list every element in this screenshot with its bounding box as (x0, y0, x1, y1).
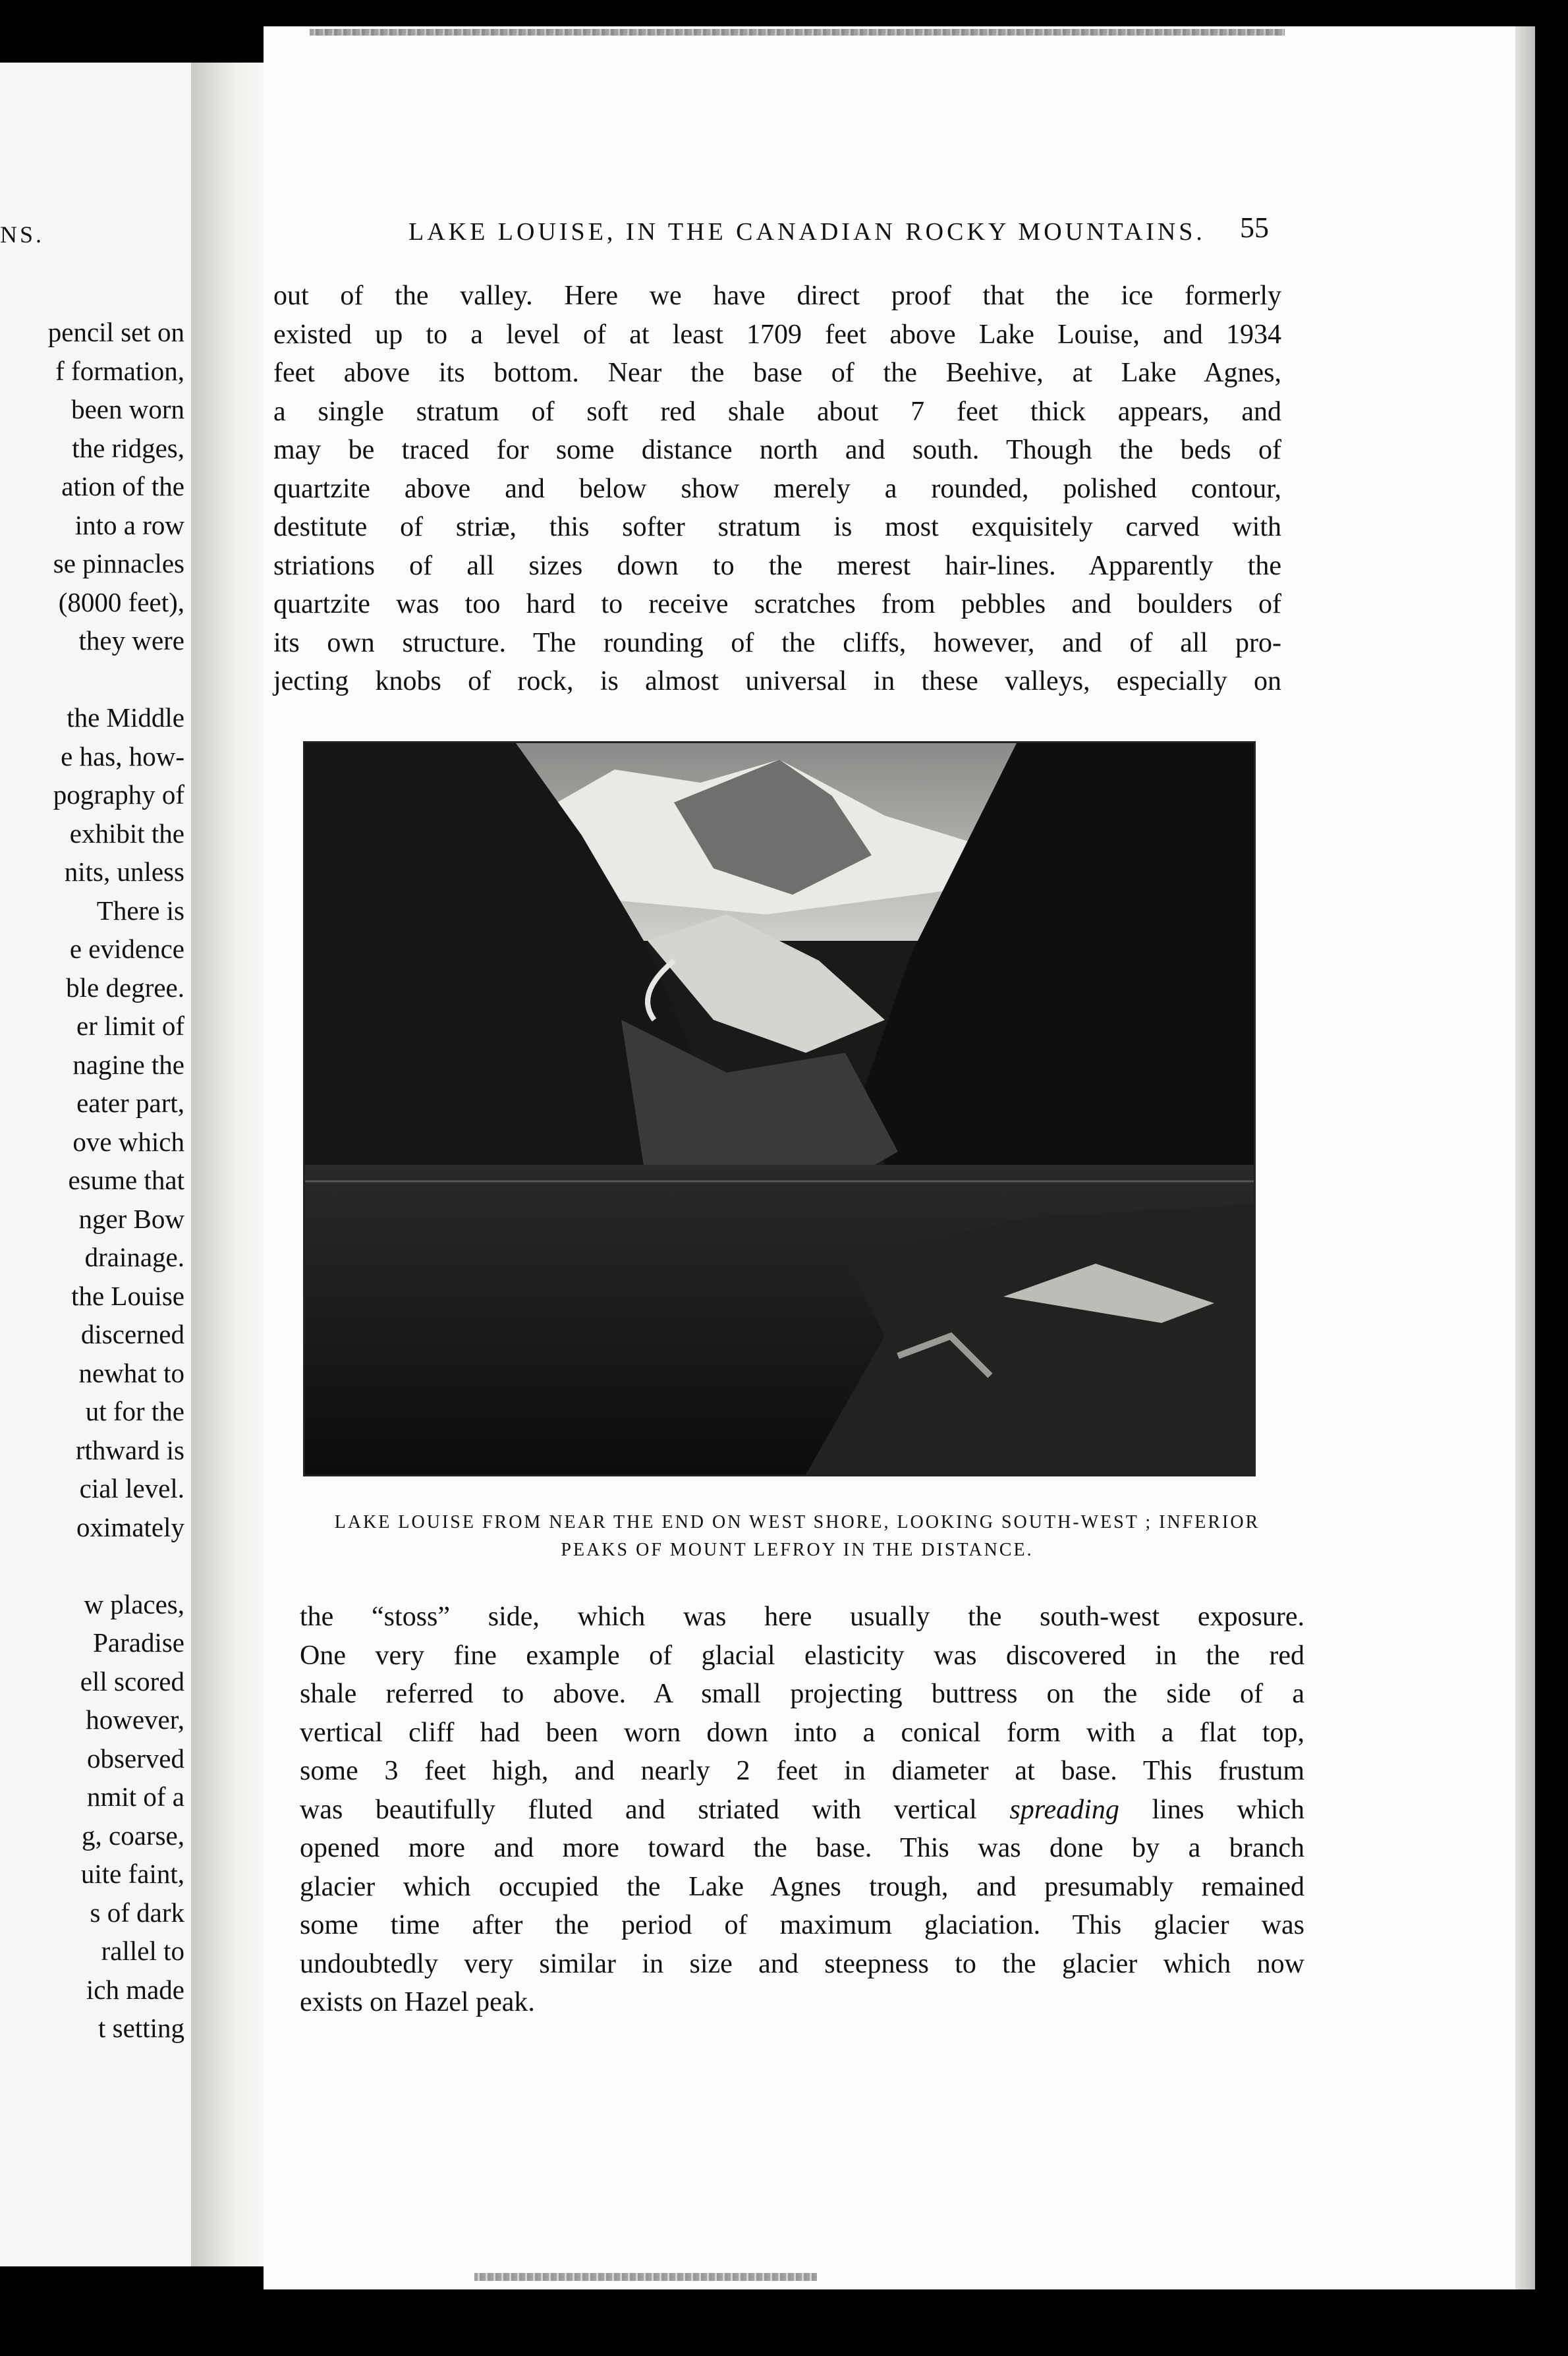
lake-mountain-photo (305, 743, 1254, 1474)
running-head: LAKE LOUISE, IN THE CANADIAN ROCKY MOUNTAINS. (408, 218, 1206, 246)
text-line: out of the valley. Here we have direct proof that the ice formerly (273, 281, 1281, 311)
italic-word: spreading (1009, 1794, 1119, 1825)
left-page-line: ble degree. (66, 972, 184, 1003)
text-line: glacier which occupied the Lake Agnes trough, and presumably remained (300, 1871, 1304, 1902)
left-page-line: nmit of a (86, 1781, 184, 1812)
text-line: One very fine example of glacial elasticity was discovered in the red (300, 1640, 1304, 1671)
left-page-line: (8000 feet), (58, 586, 184, 617)
text-line: existed up to a level of at least 1709 feet above Lake Louise, and 1934 (273, 319, 1281, 350)
left-page-line: s of dark (90, 1897, 184, 1928)
left-page-line: into a row (74, 509, 184, 540)
left-page-line: newhat to (78, 1357, 184, 1388)
left-page-text (0, 313, 184, 2048)
left-page-line: ut for the (85, 1396, 184, 1426)
text-line: undoubtedly very similar in size and steepness to the glacier which now (300, 1948, 1304, 1979)
left-page-line: discerned (80, 1319, 184, 1349)
text-line: feet above its bottom. Near the base of the Beehive, at Lake Agnes, (273, 358, 1281, 388)
figure-caption (310, 1509, 1285, 1564)
text-line: vertical cliff had been worn down into a conical form with a flat top, (300, 1717, 1304, 1748)
left-page-line: pography of (53, 779, 184, 810)
text-line: quartzite was too hard to receive scratches from pebbles and boulders of (273, 589, 1281, 619)
left-page-line (0, 1546, 184, 1585)
left-page-line: g, coarse, (82, 1820, 184, 1851)
left-page-line: e evidence (69, 934, 184, 964)
left-page-line: the Louise (71, 1280, 184, 1311)
left-page-line: nits, unless (64, 856, 184, 887)
left-page-line: eater part, (76, 1088, 184, 1118)
text-segment: lines which (1152, 1794, 1305, 1825)
left-facing-page (0, 63, 191, 2266)
left-page-line: f formation, (55, 355, 184, 386)
left-page-line: ation of the (61, 471, 184, 501)
left-page-header: NS. (0, 221, 45, 248)
text-line: its own structure. The rounding of the cliffs, however, and of all pro- (273, 627, 1281, 658)
caption-line: LAKE LOUISE FROM NEAR THE END ON WEST SHORE, LOOKING SOUTH-WEST ; INFERIOR (334, 1512, 1260, 1532)
left-page-line: se pinnacles (53, 548, 184, 578)
body-text-bottom (300, 1598, 1304, 2022)
text-line (300, 1791, 1304, 1830)
left-page-line: There is (96, 895, 184, 926)
book-gutter (191, 63, 264, 2266)
left-page-line: rthward is (75, 1434, 184, 1465)
left-page-line: t setting (98, 2013, 184, 2043)
text-line: a single stratum of soft red shale about 7 feet thick appears, and (273, 396, 1281, 427)
body-text-top (273, 277, 1281, 701)
left-page-line: been worn (71, 394, 184, 424)
left-page-line: pencil set on (47, 317, 184, 347)
left-page-line: however, (86, 1704, 184, 1735)
page-number: 55 (1240, 211, 1269, 244)
left-page-line: the Middle (67, 702, 184, 733)
text-line: the “stoss” side, which was here usually the south-west exposure. (300, 1602, 1304, 1632)
left-page-line: w places, (84, 1588, 184, 1619)
text-line: destitute of striæ, this softer stratum is most exquisitely carved with (273, 512, 1281, 542)
left-page-line: observed (86, 1743, 184, 1774)
left-page-line: ove which (72, 1126, 184, 1157)
text-segment: was beautifully fluted and striated with vertical (300, 1794, 977, 1825)
left-page-line: e has, how- (61, 741, 184, 771)
left-page-line: rallel to (101, 1936, 184, 1966)
left-page-line: ell scored (80, 1666, 184, 1697)
text-line: shale referred to above. A small projecting buttress on the side of a (300, 1679, 1304, 1709)
left-page-line: cial level. (79, 1473, 184, 1503)
left-page-line: Paradise (93, 1627, 184, 1658)
text-line: jecting knobs of rock, is almost universal in these valleys, especially on (273, 666, 1281, 696)
left-page-line: esume that (68, 1165, 184, 1195)
text-line: quartzite above and below show merely a rounded, polished contour, (273, 473, 1281, 504)
scan-edge-top (310, 29, 1285, 36)
text-line: some time after the period of maximum glaciation. This glacier was (300, 1910, 1304, 1940)
left-page-line: ich made (86, 1974, 184, 2005)
left-page-line: drainage. (84, 1242, 184, 1272)
left-page-line: exhibit the (69, 818, 184, 849)
page-edge (1515, 26, 1535, 2289)
left-page-line: uite faint, (80, 1859, 184, 1889)
left-page-line: er limit of (76, 1011, 184, 1041)
left-page-line: the ridges, (72, 432, 184, 463)
left-page-line: oximately (76, 1511, 184, 1542)
text-line: some 3 feet high, and nearly 2 feet in diameter at base. This frustum (300, 1756, 1304, 1786)
left-page-line (0, 660, 184, 699)
text-line: striations of all sizes down to the merest hair-lines. Apparently the (273, 550, 1281, 581)
left-page-line: they were (78, 625, 184, 656)
text-line: exists on Hazel peak. (300, 1987, 535, 2017)
text-line: opened more and more toward the base. This was done by a branch (300, 1833, 1304, 1863)
lake-louise-photograph (303, 741, 1256, 1476)
left-page-line: nagine the (72, 1049, 184, 1080)
left-page-line: nger Bow (78, 1203, 184, 1234)
text-line: may be traced for some distance north and south. Though the beds of (273, 435, 1281, 465)
caption-line: PEAKS OF MOUNT LEFROY IN THE DISTANCE. (561, 1540, 1034, 1560)
scan-edge-bottom (474, 2273, 817, 2281)
